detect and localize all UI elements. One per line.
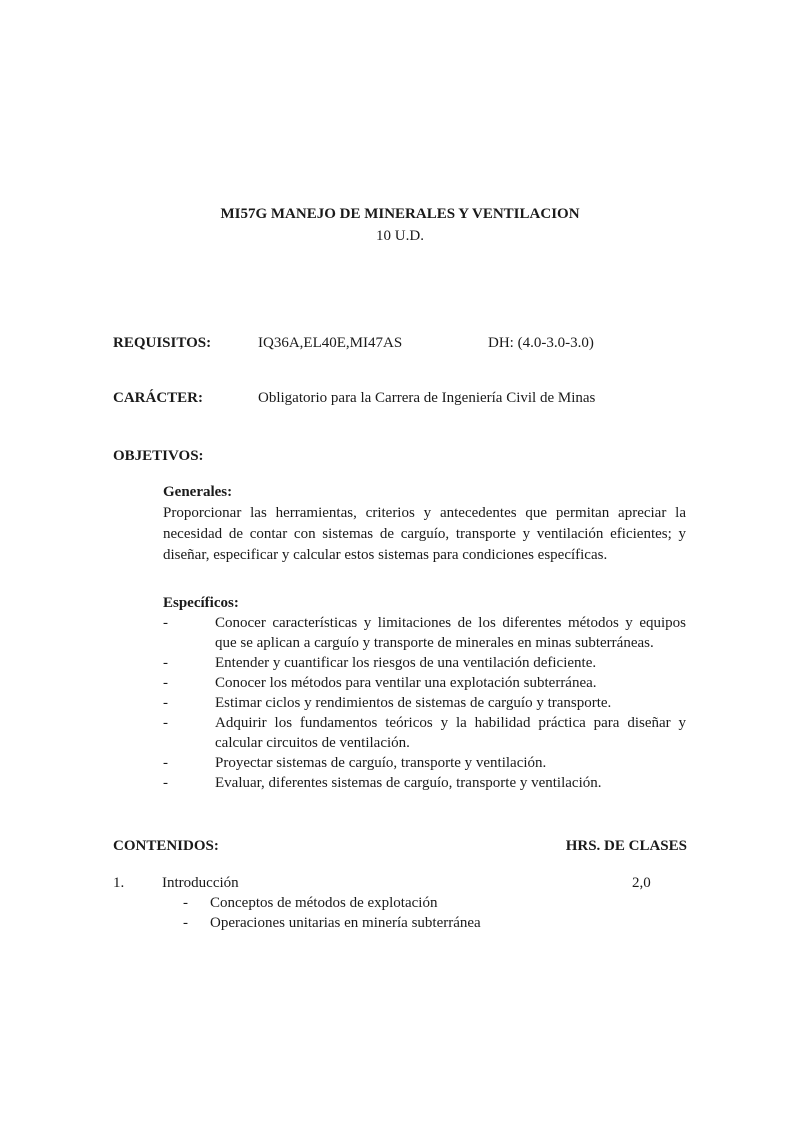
content-subitem bbox=[113, 893, 687, 913]
dh-value: DH: (4.0-3.0-3.0) bbox=[488, 335, 594, 351]
dash-bullet: - bbox=[183, 915, 188, 931]
generales-paragraph: Proporcionar las herramientas, criterios y antecedentes que permitan apreciar la necesidad de contar con sistemas de carguío, transporte y ventilación eficientes; y diseñar, especificar y calcular estos sistemas para condiciones específicas. bbox=[163, 505, 686, 563]
objective-item-text: Adquirir los fundamentos teóricos y la habilidad práctica para diseñar y calcular circuitos de ventilación. bbox=[215, 715, 686, 751]
objective-item-text: Proyectar sistemas de carguío, transporte y ventilación. bbox=[215, 755, 547, 771]
dash-bullet: - bbox=[163, 655, 168, 671]
generales-section bbox=[163, 482, 686, 566]
caracter-row bbox=[113, 388, 687, 409]
dash-bullet: - bbox=[163, 775, 168, 791]
objective-item bbox=[163, 693, 686, 713]
content-item-title: Introducción bbox=[162, 875, 239, 891]
contenidos-heading: CONTENIDOS: bbox=[113, 838, 219, 854]
content-item-main bbox=[113, 873, 687, 893]
objective-item bbox=[163, 773, 686, 793]
hours-heading: HRS. DE CLASES bbox=[565, 838, 687, 854]
especificos-section bbox=[163, 593, 686, 793]
dash-bullet: - bbox=[163, 715, 168, 731]
requisitos-row bbox=[113, 333, 687, 354]
dash-bullet: - bbox=[183, 895, 188, 911]
requisitos-label: REQUISITOS: bbox=[113, 335, 212, 351]
content-item-number: 1. bbox=[113, 875, 125, 891]
objective-item-text: Conocer características y limitaciones de los diferentes métodos y equipos que se aplican a carguío y transporte de minerales en minas subterráneas. bbox=[215, 615, 686, 651]
content-item bbox=[113, 873, 687, 933]
objective-item bbox=[163, 653, 686, 673]
subitem-text: Operaciones unitarias en minería subterránea bbox=[210, 915, 481, 931]
caracter-value: Obligatorio para la Carrera de Ingeniería Civil de Minas bbox=[258, 390, 596, 406]
objective-item-text: Entender y cuantificar los riesgos de una ventilación deficiente. bbox=[215, 655, 597, 671]
course-title: MI57G MANEJO DE MINERALES Y VENTILACION bbox=[220, 206, 580, 222]
objective-item-text: Evaluar, diferentes sistemas de carguío, transporte y ventilación. bbox=[215, 775, 602, 791]
content-subitem bbox=[113, 913, 687, 933]
subitem-text: Conceptos de métodos de explotación bbox=[210, 895, 438, 911]
objetivos-heading: OBJETIVOS: bbox=[113, 448, 204, 464]
objective-item bbox=[163, 753, 686, 773]
objective-item bbox=[163, 713, 686, 753]
caracter-label: CARÁCTER: bbox=[113, 390, 203, 406]
requisitos-value: IQ36A,EL40E,MI47AS bbox=[258, 335, 403, 351]
dash-bullet: - bbox=[163, 755, 168, 771]
dash-bullet: - bbox=[163, 695, 168, 711]
content-item-hours: 2,0 bbox=[632, 875, 651, 891]
dash-bullet: - bbox=[163, 615, 168, 631]
generales-heading: Generales: bbox=[163, 484, 233, 500]
dash-bullet: - bbox=[163, 675, 168, 691]
contenidos-header-row bbox=[113, 836, 687, 857]
course-units: 10 U.D. bbox=[376, 228, 424, 244]
objective-item bbox=[163, 613, 686, 653]
objective-item-text: Conocer los métodos para ventilar una explotación subterránea. bbox=[215, 675, 597, 691]
course-header bbox=[0, 203, 800, 247]
objective-item-text: Estimar ciclos y rendimientos de sistemas de carguío y transporte. bbox=[215, 695, 612, 711]
especificos-heading: Específicos: bbox=[163, 595, 239, 611]
objective-item bbox=[163, 673, 686, 693]
